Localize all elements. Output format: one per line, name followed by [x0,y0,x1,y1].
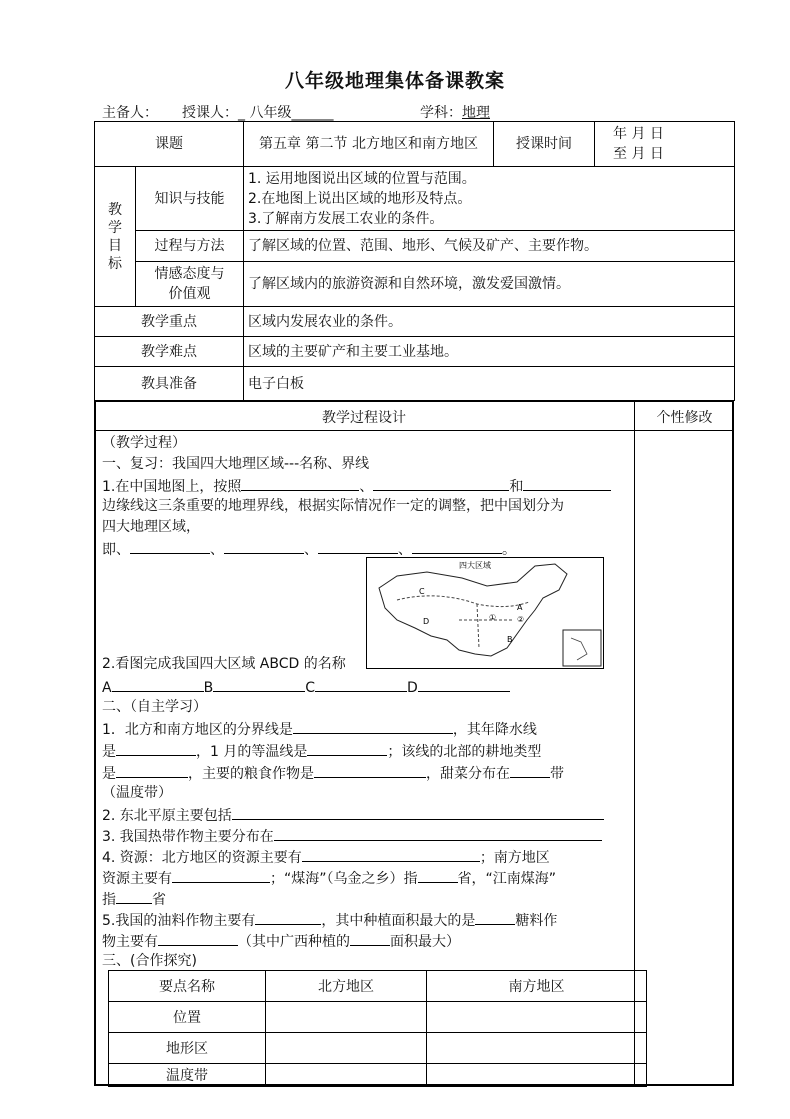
line-s4-cont2: 指 省 [102,888,630,911]
tools-label: 教具准备 [95,367,244,401]
svg-text:B: B [507,635,513,644]
subject-value: 地理 [462,105,490,121]
emotion-label: 情感态度与 价值观 [136,262,244,307]
line-s1: 1．北方和南方地区的分界线是 ，其年降水线 [102,718,630,741]
line-process-tag: （教学过程） [102,435,186,451]
time-line-2: 至 月 日 [613,146,664,162]
page-title: 八年级地理集体备课教案 [284,70,505,92]
comparison-table [108,970,647,1087]
line-s5: 5.我国的油料作物主要有 ，其中种植面积最大的是 糖料作 [102,909,630,932]
svg-text:①: ① [489,613,497,622]
time-line-1: 年 月 日 [613,126,664,142]
row-label-temperature: 温度带 [109,1064,266,1087]
process-value: 了解区域的位置、范围、地形、气候及矿产、主要作物。 [244,231,735,262]
svg-text:②: ② [517,615,525,624]
svg-text:C: C [419,587,425,596]
tools-value: 电子白板 [244,367,735,401]
knowledge-item: 2.在地图上说出区域的地形及特点。 [248,190,472,207]
cell-north-location [266,1002,427,1033]
svg-text:D: D [423,617,430,626]
row-label-terrain: 地形区 [109,1033,266,1064]
cell-south-temperature [427,1064,647,1087]
row-label-location: 位置 [109,1002,266,1033]
personal-header: 个性修改 [656,410,713,426]
key-point-label: 教学重点 [95,307,244,337]
line-q1: 1.在中国地图上，按照 、 和 [102,475,630,498]
line-review-heading: 一、复习：我国四大地理区域---名称、界线 [102,456,370,472]
col-header-points: 要点名称 [109,971,266,1002]
line-q1-cont: 边缘线这三条重要的地理界线，根据实际情况作一定的调整，把中国划分为 [102,498,564,514]
line-self-study: 二、（自主学习） [102,699,207,715]
time-label: 授课时间 [494,122,595,167]
process-header: 教学过程设计 [322,410,406,426]
line-cooperative: 三、(合作探究) [102,953,197,969]
line-s1-cont2: 是 ，主要的粮食作物是 ，甜菜分布在 带 [102,762,630,785]
key-point-value: 区域内发展农业的条件。 [244,307,735,337]
subject-label: 学科： [420,105,462,121]
col-header-south: 南方地区 [427,971,647,1002]
line-s5-cont: 物主要有 （其中广西种植的 面积最大） [102,930,630,953]
subject-field [420,102,490,122]
knowledge-item: 3.了解南方发展工农业的条件。 [248,210,444,227]
knowledge-value [244,167,735,231]
china-map-icon [367,558,603,668]
line-temperature-zone: （温度带） [102,785,172,801]
topic-value: 第五章 第二节 北方地区和南方地区 [244,122,494,167]
line-q2: 2.看图完成我国四大区域 ABCD 的名称 [102,656,346,672]
line-s1-cont: 是 ，1 月的等温线是 ；该线的北部的耕地类型 [102,740,630,763]
difficult-point-value: 区域的主要矿产和主要工业基地。 [244,337,735,367]
cell-north-temperature [266,1064,427,1087]
header-divider [94,430,734,431]
process-label: 过程与方法 [136,231,244,262]
four-regions-map [366,557,604,669]
line-s4: 4. 资源：北方地区的资源主要有 ；南方地区 [102,846,630,869]
svg-text:四大区域: 四大区域 [459,561,491,570]
time-value [595,122,735,167]
difficult-point-label: 教学难点 [95,337,244,367]
lesson-info-table [94,121,735,401]
cell-south-location [427,1002,647,1033]
line-s4-cont: 资源主要有 ；“煤海”（乌金之乡）指 省，“江南煤海” [102,867,630,890]
svg-text:A: A [517,603,523,612]
teacher-field: 授课人：_ 八年级______ [182,105,334,121]
line-s3: 3. 我国热带作物主要分布在 [102,825,630,848]
cell-south-terrain [427,1033,647,1064]
line-q1-cont2: 四大地理区域， [102,519,200,535]
knowledge-label: 知识与技能 [136,167,244,231]
cell-north-terrain [266,1033,427,1064]
knowledge-item: 1. 运用地图说出区域的位置与范围。 [248,170,476,187]
line-abcd: A B C D [102,676,630,699]
topic-label: 课题 [95,122,244,167]
col-header-north: 北方地区 [266,971,427,1002]
emotion-value: 了解区域内的旅游资源和自然环境，激发爱国激情。 [244,262,735,307]
line-regions: 即、 、 、 、 。 [102,538,630,561]
lead-preparer: 主备人： [102,105,158,121]
goals-label: 教 学 目 标 [95,167,136,307]
line-s2: 2. 东北平原主要包括 [102,804,630,827]
